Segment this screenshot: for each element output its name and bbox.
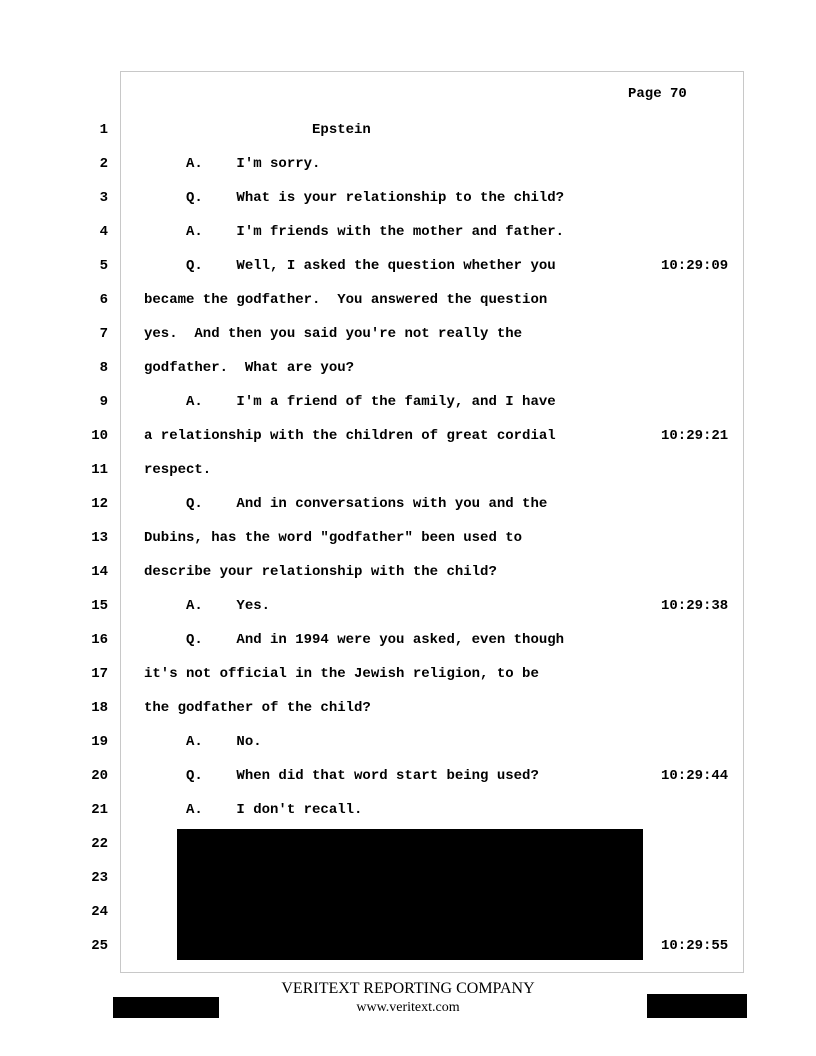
transcript-line-text: Dubins, has the word "godfather" been used to [144,530,523,546]
transcript-line-text: describe your relationship with the child? [144,564,497,580]
line-number: 7 [99,326,108,342]
line-number: 18 [91,700,108,716]
redaction-block [177,829,643,960]
transcript-line-text: Q. And in conversations with you and the [144,496,548,512]
transcript-line-text: A. I don't recall. [144,802,363,818]
line-number: 19 [91,734,108,750]
transcript-line-text: Q. And in 1994 were you asked, even though [144,632,565,648]
line-number: 14 [91,564,108,580]
transcript-line-text: yes. And then you said you're not really the [144,326,523,342]
transcript-line-text: A. I'm sorry. [144,156,321,172]
transcript-line-text: became the godfather. You answered the question [144,292,548,308]
timestamp: 10:29:21 [661,428,729,444]
line-number: 16 [91,632,108,648]
line-number: 21 [91,802,108,818]
line-number: 23 [91,870,108,886]
line-number: 15 [91,598,108,614]
line-number: 4 [99,224,108,240]
transcript-line-text: A. No. [144,734,262,750]
transcript-line-text: A. I'm friends with the mother and father. [144,224,565,240]
timestamp: 10:29:38 [661,598,729,614]
footer-url: www.veritext.com [356,1000,460,1015]
transcript-line-text: Q. What is your relationship to the child? [144,190,565,206]
line-number: 22 [91,836,108,852]
transcript-line-text: respect. [144,462,212,478]
line-number: 1 [99,122,108,138]
line-number: 8 [99,360,108,376]
page-number: Page 70 [628,86,687,102]
transcript-line-text: a relationship with the children of great cordial [144,428,556,444]
transcript-line-text: Q. When did that word start being used? [144,768,539,784]
line-number: 6 [99,292,108,308]
line-number: 10 [91,428,108,444]
transcript-line-text: A. Yes. [144,598,271,614]
transcript-line-text: A. I'm a friend of the family, and I have [144,394,556,410]
line-number: 25 [91,938,108,954]
transcript-line-text: Epstein [144,122,371,138]
transcript-line-text: the godfather of the child? [144,700,371,716]
timestamp: 10:29:44 [661,768,729,784]
line-number: 12 [91,496,108,512]
timestamp: 10:29:09 [661,258,729,274]
line-number: 11 [91,462,108,478]
line-number: 5 [99,258,108,274]
transcript-line-text: godfather. What are you? [144,360,355,376]
line-number: 17 [91,666,108,682]
line-number: 24 [91,904,108,920]
line-number: 2 [99,156,108,172]
line-number: 13 [91,530,108,546]
line-number: 9 [99,394,108,410]
timestamp: 10:29:55 [661,938,729,954]
line-number: 3 [99,190,108,206]
transcript-line-text: it's not official in the Jewish religion, to be [144,666,539,682]
line-number: 20 [91,768,108,784]
footer-company: VERITEXT REPORTING COMPANY [281,980,535,997]
transcript-line-text: Q. Well, I asked the question whether you [144,258,556,274]
